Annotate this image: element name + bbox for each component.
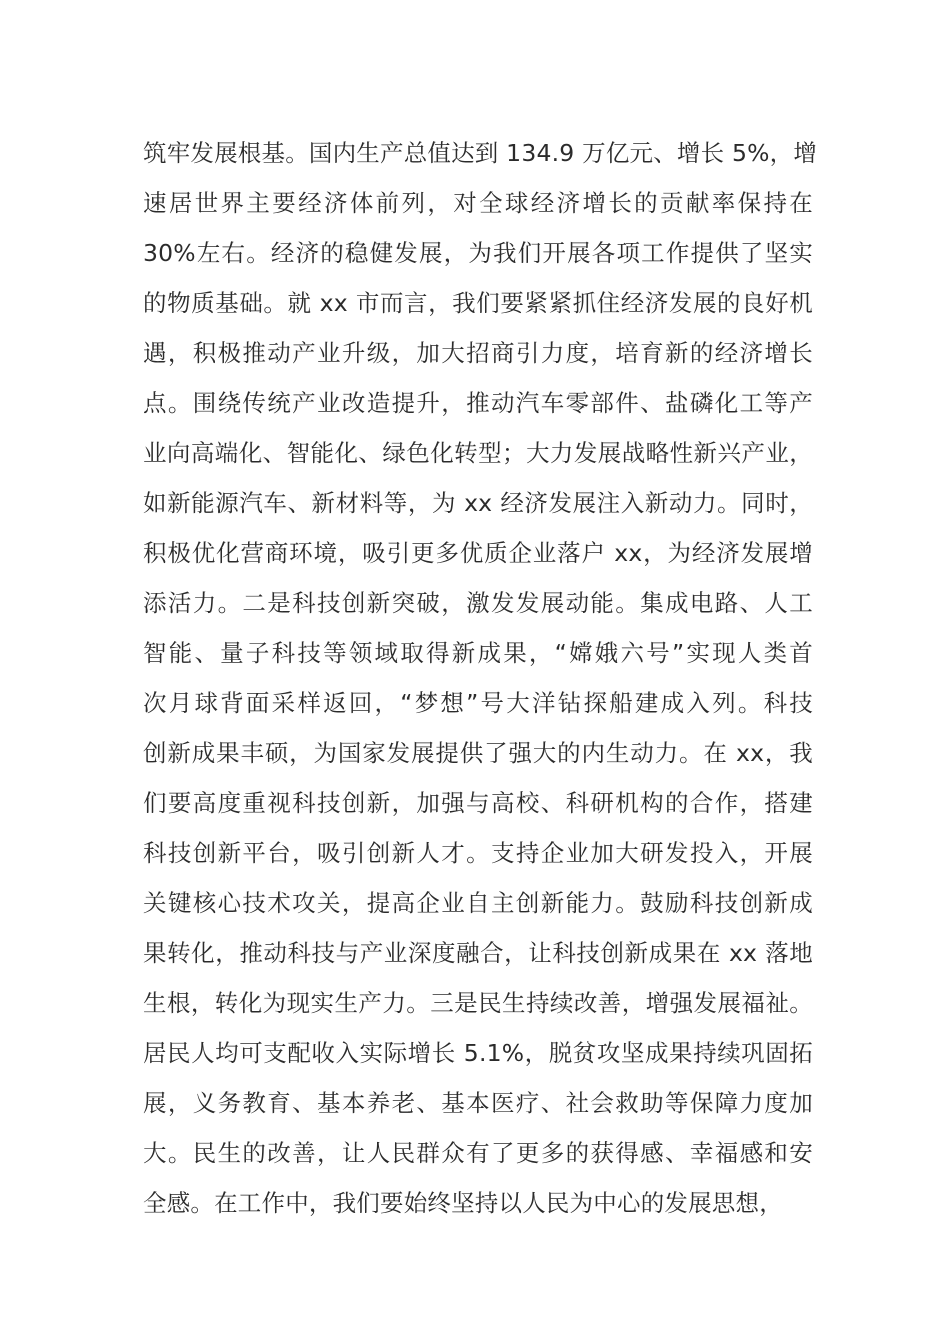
text-line: 创新成果丰硕，为国家发展提供了强大的内生动力。在 xx，我 (143, 739, 813, 767)
text-line: 展，义务教育、基本养老、基本医疗、社会救助等保障力度加 (143, 1089, 813, 1117)
body-text (143, 128, 818, 1228)
text-line: 生根，转化为现实生产力。三是民生持续改善，增强发展福祉。 (143, 989, 813, 1017)
text-line: 关键核心技术攻关，提高企业自主创新能力。鼓励科技创新成 (143, 889, 813, 917)
text-line: 筑牢发展根基。国内生产总值达到 134.9 万亿元、增长 5%，增 (143, 139, 818, 167)
text-line: 30%左右。经济的稳健发展，为我们开展各项工作提供了坚实 (143, 239, 813, 267)
text-line: 积极优化营商环境，吸引更多优质企业落户 xx，为经济发展增 (143, 539, 813, 567)
text-line: 的物质基础。就 xx 市而言，我们要紧紧抓住经济发展的良好机 (143, 289, 813, 317)
text-line: 次月球背面采样返回，“梦想”号大洋钻探船建成入列。科技 (143, 689, 813, 717)
text-line: 智能、量子科技等领域取得新成果，“嫦娥六号”实现人类首 (143, 639, 813, 667)
text-line: 果转化，推动科技与产业深度融合，让科技创新成果在 xx 落地 (143, 939, 813, 967)
text-line: 如新能源汽车、新材料等，为 xx 经济发展注入新动力。同时， (143, 489, 813, 517)
text-line: 遇，积极推动产业升级，加大招商引力度，培育新的经济增长 (143, 339, 813, 367)
text-line: 速居世界主要经济体前列，对全球经济增长的贡献率保持在 (143, 189, 813, 217)
text-line: 全感。在工作中，我们要始终坚持以人民为中心的发展思想， (143, 1189, 783, 1217)
text-line: 添活力。二是科技创新突破，激发发展动能。集成电路、人工 (143, 589, 813, 617)
text-line: 们要高度重视科技创新，加强与高校、科研机构的合作，搭建 (143, 789, 813, 817)
text-line: 业向高端化、智能化、绿色化转型；大力发展战略性新兴产业， (143, 439, 813, 467)
text-line: 大。民生的改善，让人民群众有了更多的获得感、幸福感和安 (143, 1139, 813, 1167)
text-line: 科技创新平台，吸引创新人才。支持企业加大研发投入，开展 (143, 839, 813, 867)
text-line: 点。围绕传统产业改造提升，推动汽车零部件、盐磷化工等产 (143, 389, 813, 417)
text-line: 居民人均可支配收入实际增长 5.1%，脱贫攻坚成果持续巩固拓 (143, 1039, 813, 1067)
